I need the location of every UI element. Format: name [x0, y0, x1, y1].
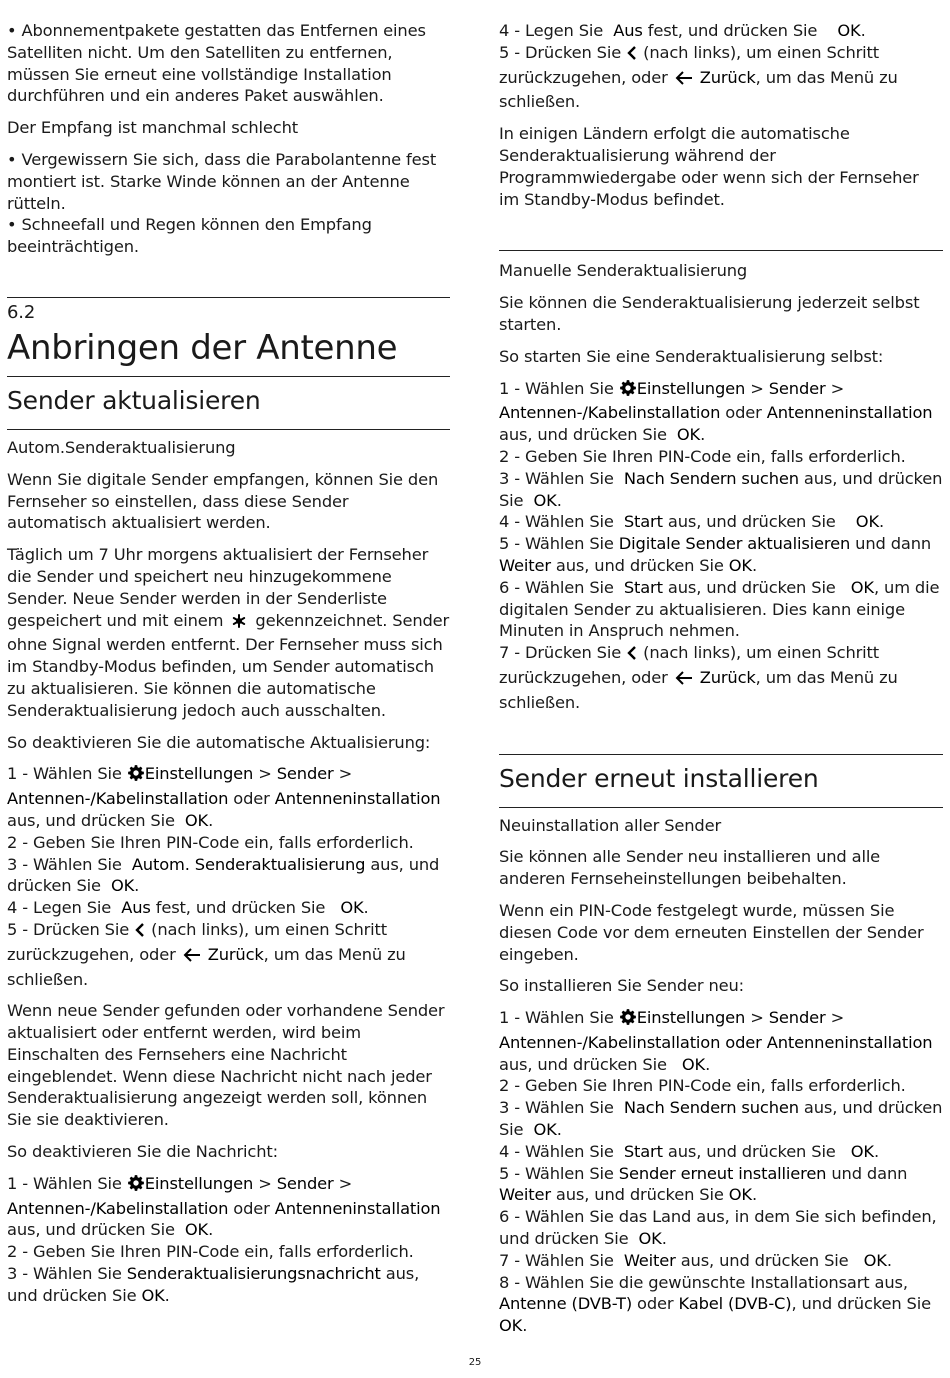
step-text: oder — [228, 1198, 275, 1218]
step-6 — [499, 577, 943, 642]
ok-key: OK — [110, 876, 135, 896]
ok-key: OK — [728, 1185, 752, 1205]
step-text: . — [700, 425, 706, 445]
step-2: 2 - Geben Sie Ihren PIN-Code ein, falls erforderlich. — [7, 1242, 414, 1262]
step-keyword: Autom. Senderaktualisierung — [131, 854, 366, 874]
step-keyword: Antennen-/Kabelinstallation — [499, 403, 721, 423]
section-title: Sender aktualisieren — [7, 385, 261, 415]
manual-update-steps — [499, 378, 943, 714]
step-text: . — [556, 490, 562, 510]
deactivate-intro: So deaktivieren Sie die automatische Aktualisierung: — [7, 732, 431, 752]
step-text: aus, und drücken Sie — [662, 512, 836, 532]
step-text: 5 - Wählen Sie — [499, 1163, 619, 1183]
gear-icon — [127, 1174, 145, 1198]
step-5 — [499, 42, 943, 113]
step-text: . — [661, 1229, 667, 1249]
step-text: aus, und drücken Sie — [499, 425, 667, 445]
step-keyword: Start — [623, 1141, 663, 1161]
step-keyword: Nach Sendern suchen — [623, 468, 799, 488]
ok-key: OK — [676, 425, 701, 445]
step-text: > — [253, 764, 277, 784]
step-2: 2 - Geben Sie Ihren PIN-Code ein, falls erforderlich. — [499, 1076, 906, 1096]
step-text: 4 - Wählen Sie — [499, 512, 614, 532]
message-steps-continued — [499, 20, 943, 113]
ok-key: OK — [863, 1250, 887, 1270]
step-text: aus, und drücken Sie — [7, 1220, 175, 1240]
step-text: aus, und drücken Sie — [662, 577, 836, 597]
step-text: und dann — [850, 534, 932, 554]
auto-update-heading: Autom.Senderaktualisierung — [7, 437, 236, 457]
step-keyword: Zurück — [699, 67, 756, 87]
step-text: . — [522, 1316, 528, 1336]
step-text: aus, und drücken Sie — [550, 555, 729, 575]
step-text: . — [705, 1054, 711, 1074]
step-4 — [7, 897, 450, 919]
step-keyword: Antenne (DVB-T) — [499, 1294, 633, 1314]
step-text: > — [745, 1008, 769, 1028]
step-keyword: Sender — [276, 764, 334, 784]
reinstall-steps — [499, 1007, 943, 1337]
ok-key: OK — [728, 555, 752, 575]
step-2: 2 - Geben Sie Ihren PIN-Code ein, falls erforderlich. — [7, 832, 414, 852]
step-keyword: Kabel (DVB-C) — [678, 1294, 792, 1314]
step-1 — [7, 763, 450, 831]
step-text: aus, und drücken Sie — [499, 1054, 667, 1074]
step-4 — [499, 20, 943, 42]
paragraph-text: gekennzeichnet. Sender ohne Signal werden entfernt. Der Fernseher muss sich im Standby-Modus befinden, um Sender automatisch zu aktualisieren. Sie können die automatische Senderaktualisierung jedoch auch ausschalten. — [7, 610, 450, 720]
step-text: 3 - Wählen Sie — [7, 1264, 127, 1284]
section-divider — [7, 376, 450, 377]
step-text: 8 - Wählen Sie die gewünschte Installationsart aus, — [499, 1272, 908, 1292]
step-keyword: Sender — [768, 378, 826, 398]
ok-key: OK — [141, 1285, 165, 1305]
step-text: fest, und drücken Sie — [642, 21, 818, 40]
right-column — [499, 20, 943, 1347]
subsection-divider — [499, 807, 943, 808]
reinstall-intro: So installieren Sie Sender neu: — [499, 976, 745, 996]
step-text: . — [873, 1141, 879, 1161]
step-1 — [7, 1173, 450, 1241]
star-icon — [228, 613, 250, 635]
step-text: , um das Menü zu schließen. — [499, 667, 898, 712]
step-text: 3 - Wählen Sie — [7, 854, 122, 874]
step-text: > — [333, 1173, 353, 1193]
step-3 — [499, 468, 943, 512]
gear-icon — [127, 764, 145, 788]
section-number: 6.2 — [7, 301, 36, 323]
step-text: 4 - Legen Sie — [499, 21, 604, 40]
step-text: oder — [228, 789, 275, 809]
step-text: . — [860, 21, 866, 40]
section-title: Sender erneut installieren — [499, 763, 819, 793]
step-keyword: Sender erneut installieren — [618, 1163, 827, 1183]
step-text: 5 - Drücken Sie — [499, 42, 622, 62]
ok-key: OK — [499, 1316, 523, 1336]
step-keyword: Weiter — [499, 1185, 551, 1205]
step-3 — [7, 1263, 450, 1307]
manual-update-heading: Manuelle Senderaktualisierung — [499, 261, 748, 281]
message-intro: So deaktivieren Sie die Nachricht: — [7, 1142, 278, 1162]
step-text: 4 - Legen Sie — [7, 898, 112, 918]
step-text: > — [253, 1173, 277, 1193]
step-4 — [499, 1141, 943, 1163]
gear-icon — [619, 379, 637, 403]
manual-update-paragraph: Sie können die Senderaktualisierung jederzeit selbst starten. — [499, 293, 920, 334]
step-2: 2 - Geben Sie Ihren PIN-Code ein, falls erforderlich. — [499, 446, 906, 466]
ok-key: OK — [533, 490, 557, 510]
step-text: 1 - Wählen Sie — [499, 378, 614, 398]
step-4 — [499, 511, 943, 533]
ok-key: OK — [681, 1054, 706, 1074]
step-text: 5 - Wählen Sie — [499, 534, 619, 554]
step-text: (nach links), um einen Schritt zurückzugehen, oder — [7, 919, 388, 964]
step-keyword: Aus — [121, 898, 151, 918]
step-keyword: Sender — [276, 1173, 334, 1193]
step-keyword: Einstellungen — [636, 1008, 746, 1028]
step-keyword: Zurück — [207, 944, 264, 964]
reinstall-paragraph: Wenn ein PIN-Code festgelegt wurde, müssen Sie diesen Code vor dem erneuten Einstellen der Sender eingeben. — [499, 900, 924, 964]
ok-key: OK — [850, 1141, 874, 1161]
step-text: aus, und drücken Sie — [499, 468, 943, 510]
auto-update-paragraph — [7, 544, 450, 721]
step-text: aus, und drücken Sie — [7, 810, 175, 830]
ok-key: OK — [340, 898, 364, 918]
step-text: , um das Menü zu schließen. — [499, 67, 898, 112]
step-keyword: Antenneninstallation — [274, 789, 441, 809]
step-text: 3 - Wählen Sie — [499, 1098, 614, 1118]
step-keyword: Weiter — [623, 1250, 676, 1270]
step-keyword: Antenneninstallation — [274, 1198, 441, 1218]
step-text: aus, und drücken Sie — [499, 1098, 943, 1140]
step-keyword: Einstellungen — [144, 764, 254, 784]
step-3 — [7, 854, 450, 898]
step-text: oder — [632, 1294, 679, 1314]
step-keyword: Weiter — [499, 555, 551, 575]
chevron-left-icon — [626, 45, 638, 67]
step-text: aus, und drücken Sie — [7, 1264, 420, 1305]
step-text: > — [333, 764, 353, 784]
reinstall-paragraph: Sie können alle Sender neu installieren und alle anderen Fernseheinstellungen beibehalten. — [499, 847, 881, 889]
step-text: . — [208, 810, 214, 830]
step-text: , um das Menü zu schließen. — [7, 944, 406, 989]
step-7 — [499, 642, 943, 713]
step-text: . — [556, 1120, 562, 1140]
ok-key: OK — [855, 512, 879, 532]
step-keyword: Digitale Sender aktualisieren — [618, 534, 851, 554]
step-keyword: Antenneninstallation — [766, 403, 933, 423]
reception-bullet: • Schneefall und Regen können den Empfang beeinträchtigen. — [7, 215, 372, 257]
step-text: , um die digitalen Sender zu aktualisieren. Dies kann einige Minuten in Anspruch nehmen. — [499, 577, 940, 641]
gear-icon — [619, 1008, 637, 1032]
reception-heading: Der Empfang ist manchmal schlecht — [7, 118, 298, 138]
step-text: . — [886, 1250, 892, 1270]
ok-key: OK — [850, 577, 874, 597]
step-keyword: Nach Sendern suchen — [623, 1098, 799, 1118]
step-text: 4 - Wählen Sie — [499, 1141, 614, 1161]
ok-key: OK — [533, 1120, 557, 1140]
step-text: oder — [720, 403, 767, 423]
chapter-title: Anbringen der Antenne — [7, 327, 398, 368]
chapter-divider — [7, 297, 450, 298]
step-text: > — [745, 378, 769, 398]
step-text: aus, und drücken Sie — [550, 1185, 729, 1205]
step-text: 7 - Drücken Sie — [499, 643, 622, 663]
step-text: . — [164, 1285, 170, 1305]
step-text: aus, und drücken Sie — [7, 854, 440, 896]
step-text: (nach links), um einen Schritt zurückzugehen, oder — [499, 643, 880, 687]
page-number: 25 — [468, 1357, 482, 1368]
step-keyword: Einstellungen — [144, 1173, 254, 1193]
step-text: (nach links), um einen Schritt zurückzugehen, oder — [499, 42, 880, 87]
left-column — [7, 20, 450, 1317]
step-text: , und drücken Sie — [791, 1294, 931, 1314]
step-text: > — [825, 378, 845, 398]
step-1 — [499, 378, 943, 446]
ok-key: OK — [184, 1220, 209, 1240]
step-keyword: Antennen-/Kabelinstallation oder Antenneninstallation — [499, 1032, 933, 1052]
step-keyword: Antennen-/Kabelinstallation — [7, 1198, 229, 1218]
step-keyword: Sender — [768, 1008, 826, 1028]
step-text: 1 - Wählen Sie — [499, 1008, 614, 1028]
step-keyword: Antennen-/Kabelinstallation — [7, 789, 229, 809]
paragraph-text: Täglich um 7 Uhr morgens aktualisiert der Fernseher die Sender und speichert neu hinzugekommene Sender. Neue Sender werden in der Senderliste gespeichert und mit einem — [7, 545, 429, 630]
ok-key: OK — [638, 1229, 662, 1249]
reinstall-heading: Neuinstallation aller Sender — [499, 815, 722, 835]
step-text: . — [751, 1185, 757, 1205]
step-text: 3 - Wählen Sie — [499, 468, 614, 488]
step-8 — [499, 1272, 943, 1337]
subsection-divider — [499, 250, 943, 251]
step-keyword: Einstellungen — [636, 378, 746, 398]
step-text: fest, und drücken Sie — [150, 898, 326, 918]
ok-key: OK — [837, 21, 861, 40]
step-text: aus, und drücken Sie — [675, 1250, 849, 1270]
step-text: aus, und drücken Sie — [662, 1141, 836, 1161]
step-7 — [499, 1250, 943, 1272]
ok-key: OK — [184, 810, 209, 830]
step-5 — [7, 919, 450, 990]
step-text: 1 - Wählen Sie — [7, 764, 122, 784]
message-steps — [7, 1173, 450, 1307]
step-text: 5 - Drücken Sie — [7, 919, 130, 939]
back-arrow-icon — [673, 670, 695, 692]
step-text: . — [751, 555, 757, 575]
section-divider — [499, 754, 943, 755]
back-arrow-icon — [673, 70, 695, 92]
step-text: . — [208, 1220, 214, 1240]
step-3 — [499, 1097, 943, 1141]
intro-bullet: • Abonnementpakete gestatten das Entfernen eines Satelliten nicht. Um den Satelliten zu entfernen, müssen Sie erneut eine vollständige Installation durchführen und ein anderes Paket auswählen. — [7, 21, 426, 106]
step-keyword: Aus — [613, 21, 643, 40]
chevron-left-icon — [134, 922, 146, 944]
auto-update-paragraph: Wenn Sie digitale Sender empfangen, können Sie den Fernseher so einstellen, dass diese Sender automatisch aktualisiert werden. — [7, 469, 439, 533]
manual-update-intro: So starten Sie eine Senderaktualisierung selbst: — [499, 346, 884, 366]
deactivate-steps — [7, 763, 450, 990]
step-5 — [499, 1163, 943, 1207]
reception-bullet: • Vergewissern Sie sich, dass die Parabolantenne fest montiert ist. Starke Winde können an der Antenne rütteln. — [7, 149, 437, 213]
step-text: und dann — [826, 1163, 908, 1183]
chevron-left-icon — [626, 645, 638, 667]
step-keyword: Zurück — [699, 667, 756, 687]
back-arrow-icon — [181, 947, 203, 969]
step-1 — [499, 1007, 943, 1075]
step-text: > — [825, 1008, 845, 1028]
subsection-divider — [7, 429, 450, 430]
countries-paragraph: In einigen Ländern erfolgt die automatische Senderaktualisierung während der Programmwiedergabe oder wenn sich der Fernseher im Standby-Modus befindet. — [499, 124, 919, 209]
step-text: . — [363, 898, 369, 918]
step-keyword: Start — [623, 577, 663, 597]
step-keyword: Senderaktualisierungsnachricht — [126, 1264, 381, 1284]
step-text: 1 - Wählen Sie — [7, 1173, 122, 1193]
step-5 — [499, 533, 943, 577]
step-text: 6 - Wählen Sie — [499, 577, 614, 597]
step-text: 7 - Wählen Sie — [499, 1250, 614, 1270]
message-paragraph: Wenn neue Sender gefunden oder vorhandene Sender aktualisiert oder entfernt werden, wird beim Einschalten des Fernsehers eine Nachricht eingeblendet. Wenn diese Nachricht nicht nach jeder Senderaktualisierung angezeigt werden soll, können Sie sie deaktivieren. — [7, 1001, 445, 1130]
step-text: . — [879, 512, 885, 532]
step-keyword: Start — [623, 512, 663, 532]
step-text: . — [134, 876, 140, 896]
step-text: 6 - Wählen Sie das Land aus, in dem Sie sich befinden, und drücken Sie — [499, 1207, 937, 1249]
step-6 — [499, 1206, 943, 1250]
